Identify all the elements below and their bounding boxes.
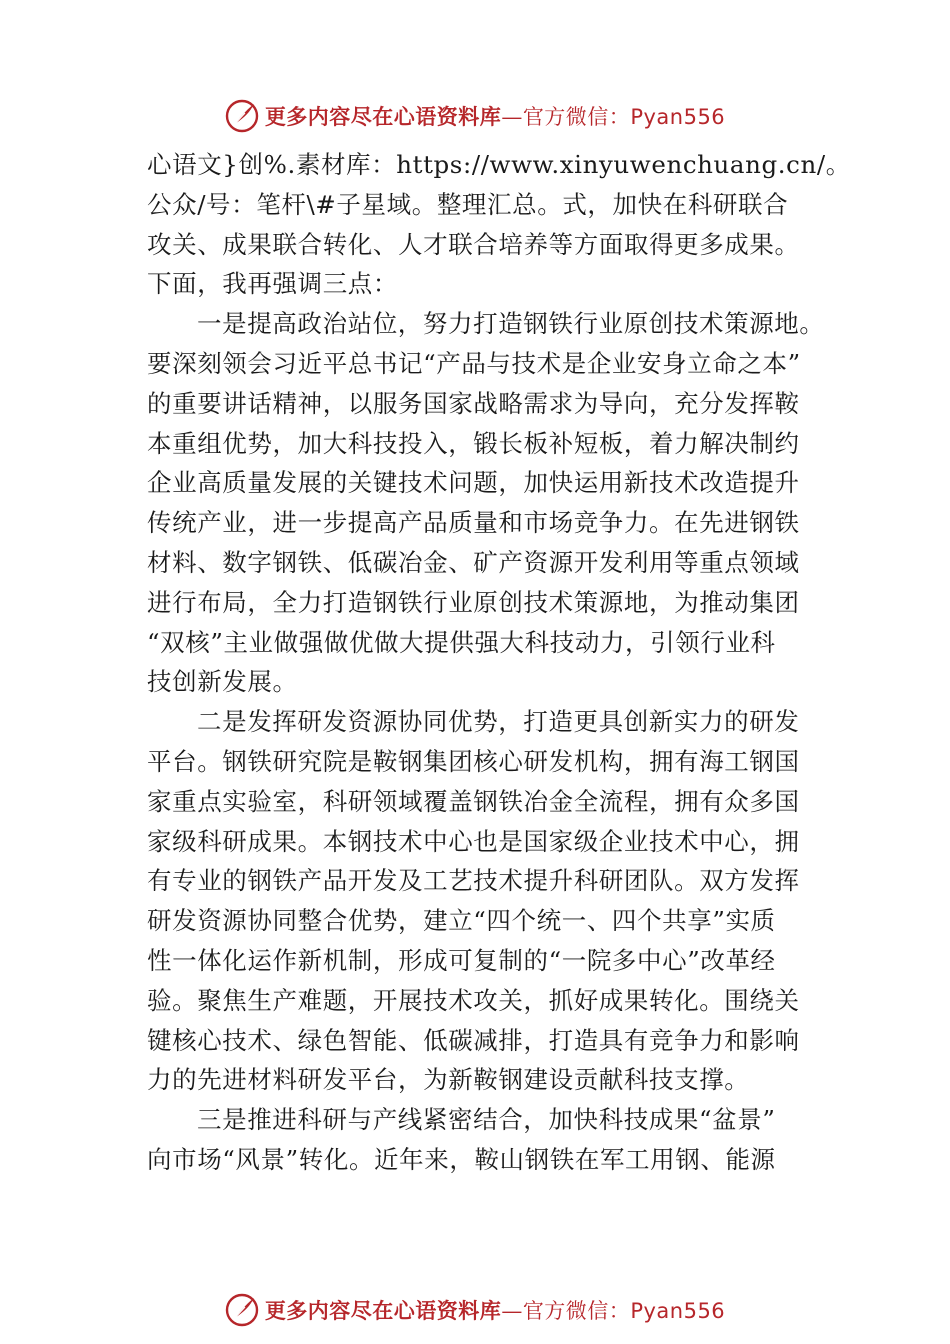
body-line: 下面，我再强调三点： — [147, 269, 398, 299]
body-line: “双核”主业做强做优做大提供强大科技动力，引领行业科 — [147, 627, 776, 657]
body-line: 验。聚焦生产难题，开展技术攻关，抓好成果转化。围绕关 — [147, 985, 800, 1015]
body-line: 家级科研成果。本钢技术中心也是国家级企业技术中心，拥 — [147, 826, 800, 856]
footer-banner — [0, 1290, 950, 1330]
header-wechat-account: Pyan556 — [630, 105, 726, 129]
body-line: 攻关、成果联合转化、人才联合培养等方面取得更多成果。 — [147, 229, 800, 259]
paragraph-first-line: 二是发挥研发资源协同优势，打造更具创新实力的研发 — [197, 707, 800, 737]
header-dash: — — [501, 105, 523, 129]
body-line: 要深刻领会习近平总书记“产品与技术是企业安身立命之本” — [147, 348, 801, 378]
body-line: 公众/号：笔杆\#子星域。整理汇总。式，加快在科研联合 — [147, 189, 789, 219]
header-site-text: 更多内容尽在心语资料库 — [264, 104, 502, 129]
footer-wechat-account: Pyan556 — [630, 1299, 726, 1323]
body-line: 向市场“风景”转化。近年来，鞍山钢铁在军工用钢、能源 — [147, 1144, 776, 1174]
feather-pen-logo-icon — [225, 1293, 259, 1327]
body-line: 家重点实验室，科研领域覆盖钢铁冶金全流程，拥有众多国 — [147, 786, 800, 816]
footer-dash: — — [501, 1299, 523, 1323]
body-line: 力的先进材料研发平台，为新鞍钢建设贡献科技支撑。 — [147, 1065, 750, 1095]
body-line: 研发资源协同整合优势，建立“四个统一、四个共享”实质 — [147, 906, 776, 936]
paragraph-first-line: 三是推进科研与产线紧密结合，加快科技成果“盆景” — [197, 1105, 776, 1135]
body-line: 心语文}创%.素材库：https://www.xinyuwenchuang.cn/。 — [147, 150, 851, 179]
body-line: 的重要讲话精神，以服务国家战略需求为导向，充分发挥鞍 — [147, 388, 800, 418]
header-banner-text — [265, 101, 725, 131]
body-line: 键核心技术、绿色智能、低碳减排，打造具有竞争力和影响 — [147, 1025, 800, 1055]
footer-banner-text — [265, 1295, 725, 1325]
body-line: 进行布局，全力打造钢铁行业原创技术策源地，为推动集团 — [147, 587, 800, 617]
header-banner — [0, 96, 950, 136]
document-body — [147, 145, 851, 1180]
body-line: 有专业的钢铁产品开发及工艺技术提升科研团队。双方发挥 — [147, 866, 800, 896]
body-line: 技创新发展。 — [147, 667, 298, 697]
body-line: 企业高质量发展的关键技术问题，加快运用新技术改造提升 — [147, 468, 800, 498]
header-wechat-label: 官方微信： — [522, 105, 631, 129]
body-line: 传统产业，进一步提高产品质量和市场竞争力。在先进钢铁 — [147, 508, 800, 538]
body-line: 本重组优势，加大科技投入，锻长板补短板，着力解决制约 — [147, 428, 800, 458]
feather-pen-logo-icon — [225, 99, 259, 133]
paragraph-first-line: 一是提高政治站位，努力打造钢铁行业原创技术策源地。 — [197, 309, 825, 339]
body-line: 性一体化运作新机制，形成可复制的“一院多中心”改革经 — [147, 945, 776, 975]
footer-site-text: 更多内容尽在心语资料库 — [264, 1298, 502, 1323]
body-line: 材料、数字钢铁、低碳冶金、矿产资源开发利用等重点领域 — [147, 547, 800, 577]
body-line: 平台。钢铁研究院是鞍钢集团核心研发机构，拥有海工钢国 — [147, 746, 800, 776]
footer-wechat-label: 官方微信： — [522, 1299, 631, 1323]
